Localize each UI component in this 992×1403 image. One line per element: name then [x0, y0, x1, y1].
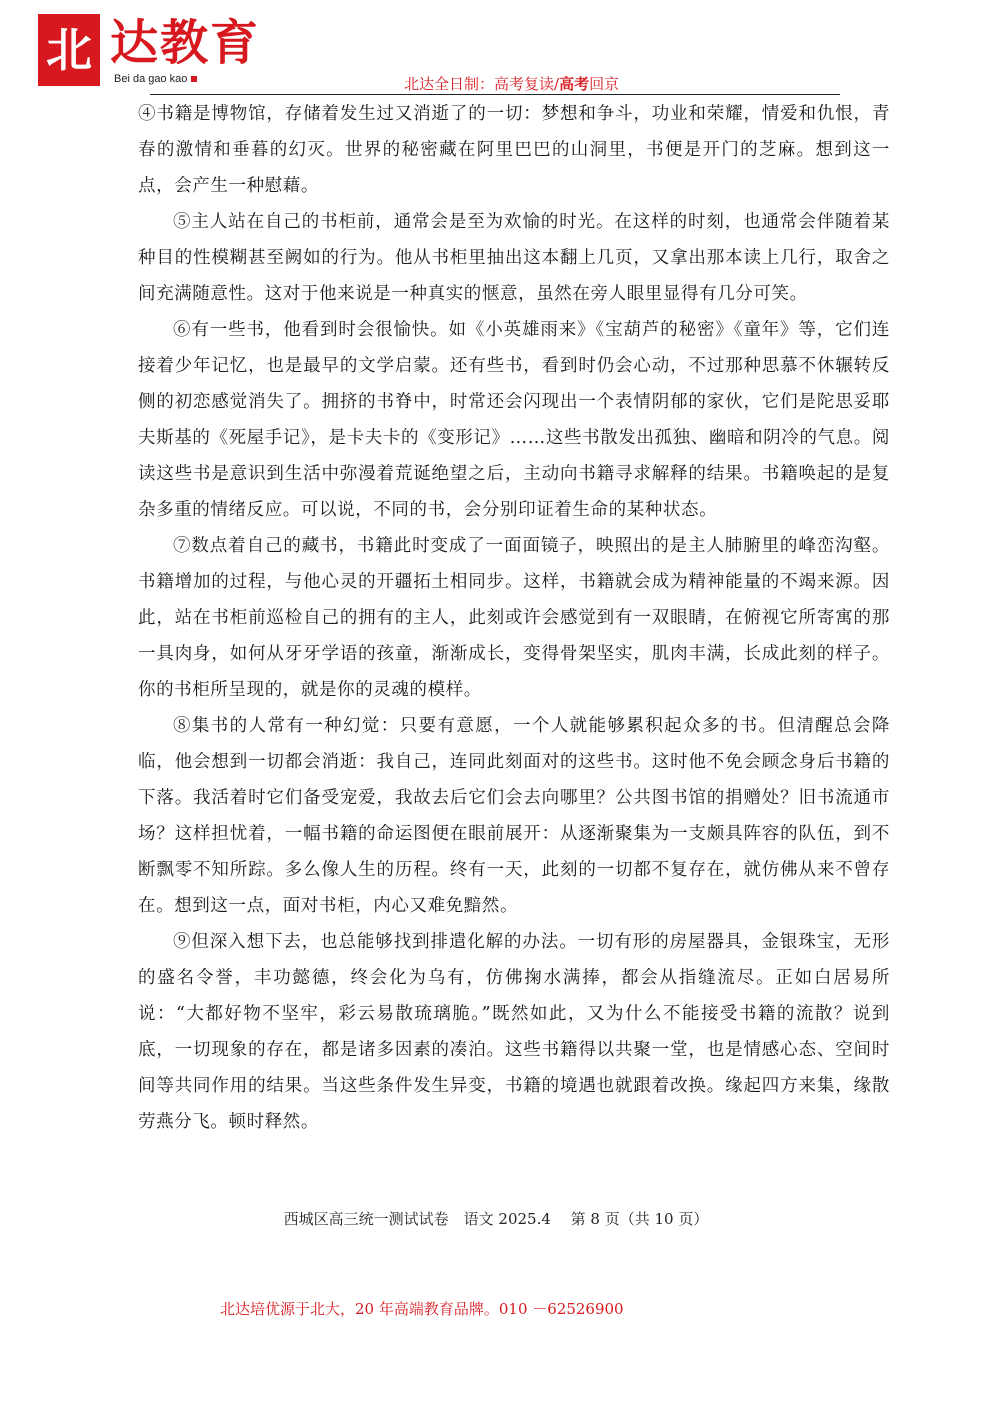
bottom-slogan: 北达培优源于北大，20 年高端教育品牌。010 －62526900: [220, 1300, 624, 1318]
logo-text: 达教育: [110, 15, 261, 71]
header-divider: [150, 94, 840, 95]
logo-subtitle: [114, 73, 197, 85]
header-slogan: [404, 75, 619, 93]
slogan-part-b: 高考: [559, 75, 590, 93]
paragraph-9: ⑨但深入想下去，也总能够找到排遣化解的办法。一切有形的房屋器具，金银珠宝，无形的盛名令誉，丰功懿德，终会化为乌有，仿佛掬水满捧，都会从指缝流尽。正如白居易所说：“大都好物不坚牢，彩云易散琉璃脆。”既然如此，又为什么不能接受书籍的流散？说到底，一切现象的存在，都是诸多因素的凑泊。这些书籍得以共聚一堂，也是情感心态、空间时间等共同作用的结果。当这些条件发生异变，书籍的境遇也就跟着改换。缘起四方来集，缘散劳燕分飞。顿时释然。: [138, 932, 890, 1132]
slogan-part-a: 北达全日制：高考复读/: [404, 75, 560, 93]
paragraph-7: ⑦数点着自己的藏书，书籍此时变成了一面面镜子，映照出的是主人肺腑里的峰峦沟壑。书籍增加的过程，与他心灵的开疆拓土相同步。这样，书籍就会成为精神能量的不竭来源。因此，站在书柜前巡检自己的拥有的主人，此刻或许会感觉到有一双眼睛，在俯视它所寄寓的那一具肉身，如何从牙牙学语的孩童，渐渐成长，变得骨架坚实，肌肉丰满，长成此刻的样子。你的书柜所呈现的，就是你的灵魂的模样。: [138, 536, 890, 700]
paragraph-4: ④书籍是博物馆，存储着发生过又消逝了的一切：梦想和争斗，功业和荣耀，情爱和仇恨，青春的激情和垂暮的幻灭。世界的秘密藏在阿里巴巴的山洞里，书便是开门的芝麻。想到这一点，会产生一种慰藉。: [138, 104, 890, 196]
logo-mark: 北: [38, 14, 100, 86]
logo-subtitle-text: Bei da gao kao: [114, 73, 188, 85]
square-icon: [191, 76, 197, 82]
article-body: [138, 96, 890, 1140]
slogan-part-c: 回京: [589, 75, 620, 93]
paragraph-5: ⑤主人站在自己的书柜前，通常会是至为欢愉的时光。在这样的时刻，也通常会伴随着某种目的性模糊甚至阙如的行为。他从书柜里抽出这本翻上几页，又拿出那本读上几行，取舍之间充满随意性。这对于他来说是一种真实的惬意，虽然在旁人眼里显得有几分可笑。: [138, 212, 890, 304]
paragraph-6: ⑥有一些书，他看到时会很愉快。如《小英雄雨来》《宝葫芦的秘密》《童年》等，它们连接着少年记忆，也是最早的文学启蒙。还有些书，看到时仍会心动，不过那种思慕不休辗转反侧的初恋感觉消失了。拥挤的书脊中，时常还会闪现出一个表情阴郁的家伙，它们是陀思妥耶夫斯基的《死屋手记》，是卡夫卡的《变形记》……这些书散发出孤独、幽暗和阴冷的气息。阅读这些书是意识到生活中弥漫着荒诞绝望之后，主动向书籍寻求解释的结果。书籍唤起的是复杂多重的情绪反应。可以说，不同的书，会分别印证着生命的某种状态。: [138, 320, 890, 520]
paragraph-8: ⑧集书的人常有一种幻觉：只要有意愿，一个人就能够累积起众多的书。但清醒总会降临，他会想到一切都会消逝：我自己，连同此刻面对的这些书。这时他不免会顾念身后书籍的下落。我活着时它们备受宠爱，我故去后它们会去向哪里？公共图书馆的捐赠处？旧书流通市场？这样担忧着，一幅书籍的命运图便在眼前展开：从逐渐聚集为一支颇具阵容的队伍，到不断飘零不知所踪。多么像人生的历程。终有一天，此刻的一切都不复存在，就仿佛从来不曾存在。想到这一点，面对书柜，内心又难免黯然。: [138, 716, 890, 916]
page-footer: 西城区高三统一测试试卷 语文 2025.4 第 8 页（共 10 页）: [283, 1210, 709, 1228]
